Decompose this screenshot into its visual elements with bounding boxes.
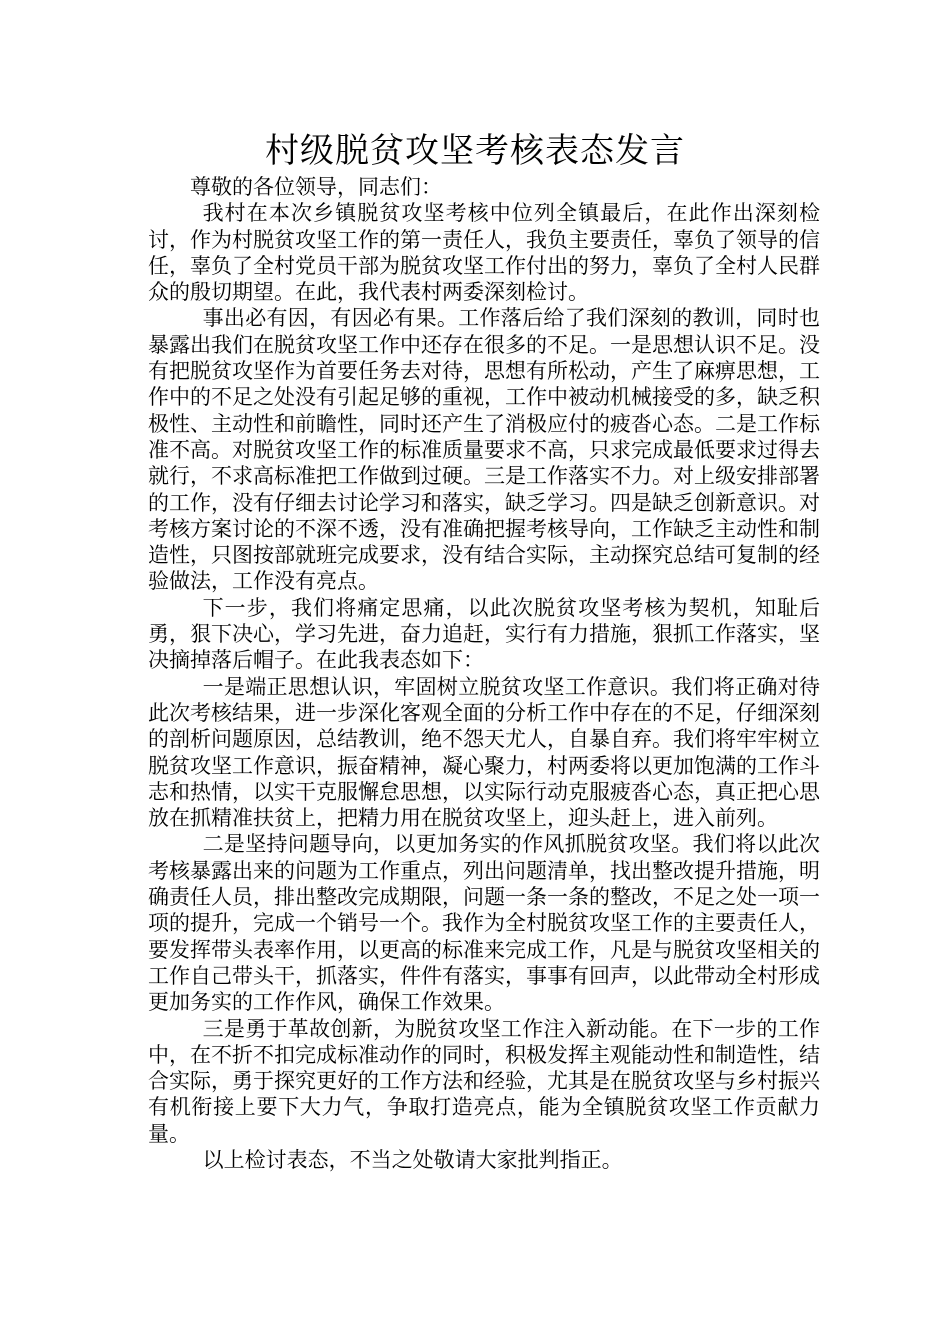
paragraph-closing: 以上检讨表态，不当之处敬请大家批判指正。 bbox=[202, 1147, 623, 1172]
document-body bbox=[148, 174, 820, 1173]
paragraph-point-three: 三是勇于革故创新，为脱贫攻坚工作注入新动能。在下一步的工作中，在不折不扣完成标准动作的同时，积极发挥主观能动性和制造性，结合实际，勇于探究更好的工作方法和经验，尤其是在脱贫攻坚与乡村振兴有机衔接上要下大力气，争取打造亮点，能为全镇脱贫攻坚工作贡献力量。 bbox=[148, 1016, 820, 1146]
salutation: 尊敬的各位领导，同志们： bbox=[190, 175, 442, 199]
paragraph-next-steps: 下一步，我们将痛定思痛，以此次脱贫攻坚考核为契机，知耻后勇，狠下决心，学习先进，奋力追赶，实行有力措施，狠抓工作落实，坚决摘掉落后帽子。在此我表态如下： bbox=[148, 595, 820, 673]
paragraph-opening: 我村在本次乡镇脱贫攻坚考核中位列全镇最后，在此作出深刻检讨，作为村脱贫攻坚工作的第一责任人，我负主要责任，辜负了领导的信任，辜负了全村党员干部为脱贫攻坚工作付出的努力，辜负了全村人民群众的殷切期望。在此，我代表村两委深刻检讨。 bbox=[148, 201, 820, 305]
paragraph-point-two: 二是坚持问题导向，以更加务实的作风抓脱贫攻坚。我们将以此次考核暴露出来的问题为工作重点，列出问题清单，找出整改提升措施，明确责任人员，排出整改完成期限，问题一条一条的整改，不足之处一项一项的提升，完成一个销号一个。我作为全村脱贫攻坚工作的主要责任人，要发挥带头表率作用，以更高的标准来完成工作，凡是与脱贫攻坚相关的工作自己带头干，抓落实，件件有落实，事事有回声，以此带动全村形成更加务实的工作作风，确保工作效果。 bbox=[148, 832, 820, 1015]
document-title: 村级脱贫攻坚考核表态发言 bbox=[265, 131, 685, 171]
paragraph-point-one: 一是端正思想认识，牢固树立脱贫攻坚工作意识。我们将正确对待此次考核结果，进一步深化客观全面的分析工作中存在的不足，仔细深刻的剖析问题原因，总结教训，绝不怨天尤人，自暴自弃。我们将牢牢树立脱贫攻坚工作意识，振奋精神，凝心聚力，村两委将以更加饱满的工作斗志和热情，以实干克服懈怠思想，以实际行动克服疲沓心态，真正把心思放在抓精准扶贫上，把精力用在脱贫攻坚上，迎头赶上，进入前列。 bbox=[148, 674, 820, 831]
paragraph-shortcomings: 事出必有因，有因必有果。工作落后给了我们深刻的教训，同时也暴露出我们在脱贫攻坚工作中还存在很多的不足。一是思想认识不足。没有把脱贫攻坚作为首要任务去对待，思想有所松动，产生了麻痹思想，工作中的不足之处没有引起足够的重视，工作中被动机械接受的多，缺乏积极性、主动性和前瞻性，同时还产生了消极应付的疲沓心态。二是工作标准不高。对脱贫攻坚工作的标准质量要求不高，只求完成最低要求过得去就行，不求高标准把工作做到过硬。三是工作落实不力。对上级安排部署的工作，没有仔细去讨论学习和落实，缺乏学习。四是缺乏创新意识。对考核方案讨论的不深不透，没有准确把握考核导向，工作缺乏主动性和制造性，只图按部就班完成要求，没有结合实际，主动探究总结可复制的经验做法，工作没有亮点。 bbox=[148, 306, 820, 594]
